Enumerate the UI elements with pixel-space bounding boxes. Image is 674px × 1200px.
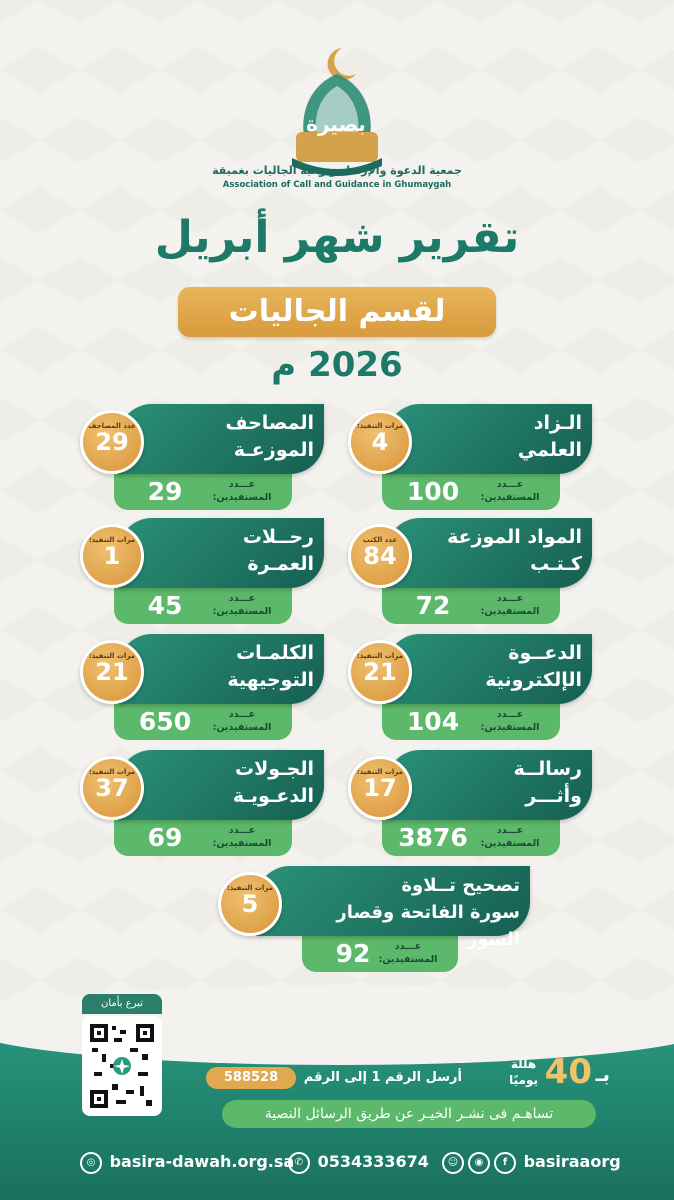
beneficiaries-bar <box>382 704 560 740</box>
count-value: 4 <box>371 428 389 456</box>
sms-number[interactable]: 588528 <box>206 1067 296 1089</box>
count-value: 1 <box>103 542 121 570</box>
globe-icon: ◎ <box>80 1152 102 1174</box>
count-label: عدد المصاحف <box>88 422 136 430</box>
beneficiaries-label: عـــدد المستفيدين: <box>480 593 540 617</box>
count-label: مرات التنفيذ: <box>88 536 136 544</box>
card-header <box>118 634 324 704</box>
beneficiaries-value: 104 <box>406 707 460 736</box>
page-title: تقرير شهر أبريل <box>154 212 520 263</box>
count-label: مرات التنفيذ: <box>356 422 404 430</box>
beneficiaries-value: 100 <box>406 477 460 506</box>
subtitle-banner: لقسم الجاليات <box>178 287 496 337</box>
card-title: المصاحف الموزعـة <box>225 412 314 461</box>
beneficiaries-value: 45 <box>147 591 183 620</box>
card-header <box>118 518 324 588</box>
beneficiaries-bar <box>114 820 292 856</box>
count-label: مرات التنفيذ: <box>356 768 404 776</box>
count-label: مرات التنفيذ: <box>88 768 136 776</box>
beneficiaries-bar <box>114 704 292 740</box>
slogan: تساهـم فى نشـر الخيـر عن طريق الرسائل النصية <box>222 1100 596 1128</box>
beneficiaries-value: 92 <box>335 939 371 968</box>
card-title: الـزاد العلمي <box>517 412 582 461</box>
card-title: رحــلات العمـرة <box>242 526 314 575</box>
price-badge <box>470 1052 610 1096</box>
card-title: المواد الموزعة كـتـب <box>447 526 582 575</box>
card-header <box>386 518 592 588</box>
phone-contact[interactable]: ✆ 0534333674 <box>286 1148 429 1176</box>
count-badge <box>348 524 412 588</box>
beneficiaries-bar <box>382 588 560 624</box>
snapchat-icon: ☺ <box>442 1152 464 1174</box>
count-value: 5 <box>241 890 259 918</box>
count-value: 84 <box>363 542 397 570</box>
org-name-en: Association of Call and Guidance in Ghumaygah <box>222 180 452 190</box>
beneficiaries-bar <box>114 474 292 510</box>
phone-icon: ✆ <box>288 1152 310 1174</box>
card-header <box>386 634 592 704</box>
stat-card <box>348 750 592 862</box>
donate-label: تبرع بأمان <box>82 994 162 1014</box>
beneficiaries-value: 69 <box>147 823 183 852</box>
count-value: 17 <box>363 774 397 802</box>
beneficiaries-value: 650 <box>138 707 192 736</box>
qr-code-icon[interactable] <box>90 1024 154 1108</box>
count-label: عدد الكتب <box>362 536 398 544</box>
card-header <box>386 750 592 820</box>
org-name-ar: جمعية الدعوة والإرشاد وتوعية الجاليات بغميقة <box>212 164 462 177</box>
beneficiaries-label: عـــدد المستفيدين: <box>480 825 540 849</box>
card-title: الدعــوة الإلكترونية <box>485 642 582 691</box>
card-title: رسالــة وأثـــر <box>513 758 582 807</box>
facebook-icon: f <box>494 1152 516 1174</box>
beneficiaries-bar <box>382 474 560 510</box>
count-value: 21 <box>363 658 397 686</box>
stat-card <box>80 518 324 630</box>
beneficiaries-label: عـــدد المستفيدين: <box>212 709 272 733</box>
count-label: مرات التنفيذ: <box>88 652 136 660</box>
year-label: 2026 م <box>271 345 403 385</box>
count-label: مرات التنفيذ: <box>226 884 274 892</box>
card-title: الجـولات الدعـويـة <box>232 758 314 807</box>
send-instruction: أرسل الرقم 1 إلى الرقم <box>303 1070 462 1085</box>
beneficiaries-value: 29 <box>147 477 183 506</box>
stat-card <box>80 404 324 516</box>
logo-text: بصيرة <box>306 112 366 136</box>
count-value: 21 <box>95 658 129 686</box>
beneficiaries-label: عـــدد المستفيدين: <box>480 709 540 733</box>
card-header <box>386 404 592 474</box>
card-title: الكلمـات التوجيهية <box>227 642 314 691</box>
count-value: 29 <box>95 428 129 456</box>
price-unit: هللة يوميًا <box>509 1057 538 1087</box>
count-badge <box>348 410 412 474</box>
stat-card <box>80 634 324 746</box>
beneficiaries-bar <box>382 820 560 856</box>
beneficiaries-label: عـــدد المستفيدين: <box>212 825 272 849</box>
stat-card <box>348 634 592 746</box>
count-badge <box>348 640 412 704</box>
card-title: تصحيح تــلاوة سورة الفاتحة وقصار السور <box>336 875 520 950</box>
beneficiaries-value: 3876 <box>398 823 468 852</box>
price-prefix: بـ <box>595 1062 610 1086</box>
beneficiaries-label: عـــدد المستفيدين: <box>212 479 272 503</box>
beneficiaries-bar <box>114 588 292 624</box>
count-badge <box>348 756 412 820</box>
count-badge <box>80 756 144 820</box>
card-header <box>118 404 324 474</box>
beneficiaries-label: عـــدد المستفيدين: <box>480 479 540 503</box>
beneficiaries-label: عـــدد المستفيدين: <box>378 941 438 965</box>
price-value: 40 <box>544 1052 592 1092</box>
social-handle[interactable]: ☺ ◉ f basiraaorg <box>440 1148 621 1176</box>
count-badge <box>218 872 282 936</box>
stat-card <box>218 866 530 978</box>
beneficiaries-value: 72 <box>415 591 451 620</box>
count-value: 37 <box>95 774 129 802</box>
stat-card <box>348 518 592 630</box>
card-header <box>256 866 530 950</box>
count-badge <box>80 410 144 474</box>
website-link[interactable]: ◎ basira-dawah.org.sa <box>78 1148 294 1176</box>
count-badge <box>80 524 144 588</box>
count-label: مرات التنفيذ: <box>356 652 404 660</box>
beneficiaries-label: عـــدد المستفيدين: <box>212 593 272 617</box>
instagram-icon: ◉ <box>468 1152 490 1174</box>
card-header <box>118 750 324 820</box>
count-badge <box>80 640 144 704</box>
stat-card <box>80 750 324 862</box>
stat-card <box>348 404 592 516</box>
